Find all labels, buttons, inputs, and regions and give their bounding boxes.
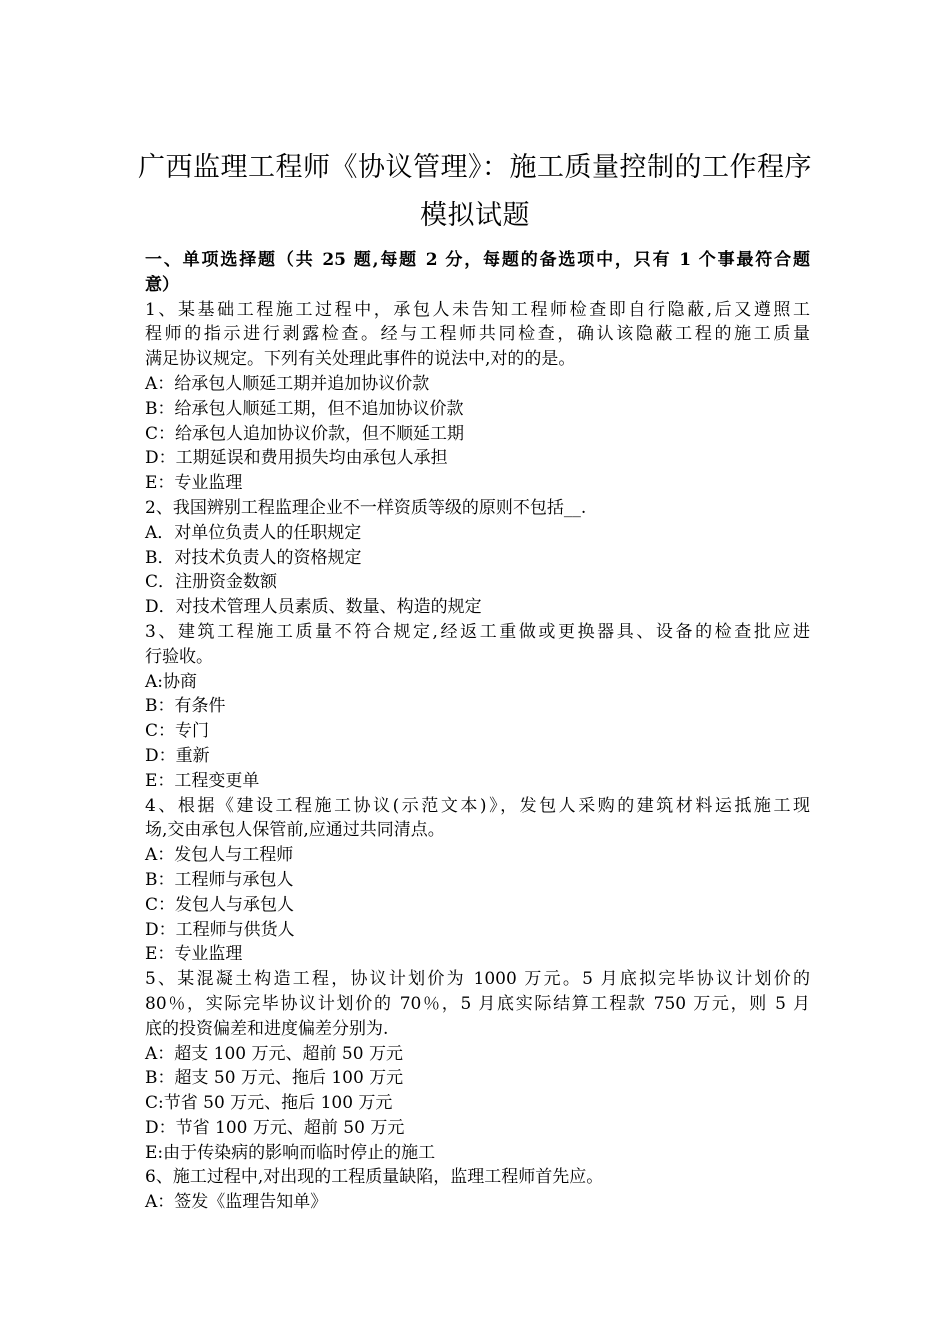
document-title-line-2: 模拟试题: [420, 200, 530, 231]
question-5-text-line-3: 底的投资偏差和进度偏差分别为.: [145, 1018, 389, 1039]
question-5-text-line-2: 80％，实际完毕协议计划价的 70％，5 月底实际结算工程款 750 万元，则 5 月: [145, 993, 810, 1014]
question-1-option-c: C：给承包人追加协议价款，但不顺延工期: [145, 423, 465, 444]
question-3-text-line-2: 行验收。: [145, 646, 213, 667]
question-3-option-d: D：重新: [145, 745, 210, 766]
question-1-text-line-1: 1、某基础工程施工过程中，承包人未告知工程师检查即自行隐蔽,后又遵照工: [145, 299, 810, 320]
question-2-option-d: D．对技术管理人员素质、数量、构造的规定: [145, 597, 482, 618]
question-5-text-line-1: 5、某混凝土构造工程，协议计划价为 1000 万元。5 月底拟完毕协议计划价的: [145, 969, 810, 990]
question-1-text-line-3: 满足协议规定。下列有关处理此事件的说法中,对的的是。: [145, 349, 576, 370]
question-6-text: 6、施工过程中,对出现的工程质量缺陷，监理工程师首先应。: [145, 1167, 604, 1188]
question-1-option-a: A：给承包人顺延工期并追加协议价款: [145, 373, 430, 394]
question-5-option-a: A：超支 100 万元、超前 50 万元: [145, 1043, 403, 1064]
question-3-text-line-1: 3、建筑工程施工质量不符合规定,经返工重做或更换器具、设备的检查批应进: [145, 621, 810, 642]
question-5-option-e: E:由于传染病的影响而临时停止的施工: [145, 1142, 436, 1163]
question-1-option-d: D：工期延误和费用损失均由承包人承担: [145, 448, 448, 469]
document-title-line-1: 广西监理工程师《协议管理》：施工质量控制的工作程序: [138, 152, 812, 183]
question-6-option-a: A：签发《监理告知单》: [145, 1192, 328, 1213]
question-4-text-line-2: 场,交由承包人保管前,应通过共同清点。: [145, 820, 445, 841]
question-5-option-c: C:节省 50 万元、拖后 100 万元: [145, 1093, 393, 1114]
question-2-option-b: B．对技术负责人的资格规定: [145, 547, 362, 568]
question-1-option-b: B：给承包人顺延工期，但不追加协议价款: [145, 398, 464, 419]
section-heading-line-2: 意）: [145, 274, 179, 295]
question-5-option-b: B：超支 50 万元、拖后 100 万元: [145, 1068, 404, 1089]
question-4-option-e: E：专业监理: [145, 944, 243, 965]
question-4-option-d: D：工程师与供货人: [145, 919, 295, 940]
section-heading-line-1: 一、单项选择题（共 25 题,每题 2 分，每题的备选项中，只有 1 个事最符合题: [145, 250, 810, 270]
question-1-text-line-2: 程师的指示进行剥露检查。经与工程师共同检查，确认该隐蔽工程的施工质量: [145, 324, 810, 345]
question-3-option-b: B：有条件: [145, 696, 226, 717]
question-3-option-e: E：工程变更单: [145, 770, 260, 791]
question-4-option-c: C：发包人与承包人: [145, 894, 295, 915]
question-3-option-a: A:协商: [145, 671, 198, 692]
document-body: [145, 248, 810, 1215]
question-4-text-line-1: 4、根据《建设工程施工协议(示范文本)》，发包人采购的建筑材料运抵施工现: [145, 795, 810, 816]
question-2-text: 2、我国辨别工程监理企业不一样资质等级的原则不包括__.: [145, 497, 587, 518]
question-2-option-c: C．注册资金数额: [145, 572, 278, 593]
question-4-option-a: A：发包人与工程师: [145, 845, 294, 866]
question-5-option-d: D：节省 100 万元、超前 50 万元: [145, 1117, 405, 1138]
question-3-option-c: C：专门: [145, 721, 210, 742]
question-4-option-b: B：工程师与承包人: [145, 869, 294, 890]
question-1-option-e: E：专业监理: [145, 473, 243, 494]
question-2-option-a: A．对单位负责人的任职规定: [145, 522, 362, 543]
